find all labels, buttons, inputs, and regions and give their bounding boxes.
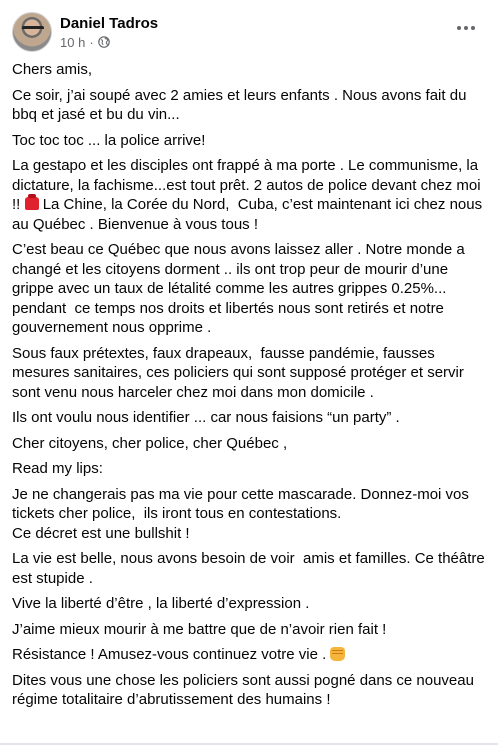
police-light-emoji	[25, 197, 39, 210]
author-avatar[interactable]	[12, 12, 52, 52]
post-paragraph: Ils ont voulu nous identifier ... car nous faisions “un party” .	[12, 409, 400, 426]
post-paragraph: Read my lips:	[12, 460, 103, 477]
post-paragraph: Toc toc toc ... la police arrive!	[12, 131, 206, 149]
separator-dot: ·	[89, 34, 94, 50]
post-paragraph: C’est beau ce Québec que nous avons laissez aller . Notre monde a changé et les citoyens dorment .. ils ont trop peur de mourir d’une grippe avec un taux de létalité comme les autres grippes 0.25%... pendant ce temps nos droits et libertés nous sont retirés et notre gouvernement nous opprime .	[12, 241, 469, 336]
post-header	[12, 12, 158, 52]
more-options-icon[interactable]	[454, 18, 478, 38]
post-paragraph: Chers amis,	[12, 61, 93, 78]
post-paragraph: Ce soir, j’ai soupé avec 2 amies et leurs enfants . Nous avons fait du bbq et jasé et bu du vin...	[12, 86, 471, 123]
avatar-glasses	[22, 26, 44, 35]
more-dot	[471, 26, 475, 30]
author-name[interactable]: Daniel Tadros	[60, 14, 159, 32]
post-paragraph	[12, 645, 488, 665]
post-paragraph: J’aime mieux mourir à me battre que de n’avoir rien fait !	[12, 620, 387, 638]
post-text: Résistance ! Amusez-vous continuez votre vie .	[12, 646, 327, 663]
fist-emoji	[330, 647, 345, 661]
post-paragraph: Dites vous une chose les policiers sont aussi pogné dans ce nouveau régime totalitaire d’abrutissement des humains !	[12, 671, 479, 708]
more-dot	[464, 26, 468, 30]
post-timestamp[interactable]: 10 h	[60, 34, 86, 50]
more-dot	[457, 26, 461, 30]
globe-icon[interactable]	[98, 36, 110, 48]
post-paragraph: Vive la liberté d’être , la liberté d’expression .	[12, 595, 310, 612]
post-text: Ce décret est une bullshit !	[12, 524, 190, 542]
post-body	[12, 60, 488, 716]
post-paragraph	[12, 485, 488, 544]
post-paragraph	[12, 156, 488, 234]
post-paragraph: La vie est belle, nous avons besoin de voir amis et familles. Ce théâtre est stupide .	[12, 550, 489, 587]
post-meta	[60, 14, 158, 51]
post-paragraph: Cher citoyens, cher police, cher Québec ,	[12, 434, 288, 452]
post-text: Je ne changerais pas ma vie pour cette mascarade. Donnez-moi vos tickets cher police, ils iront tous en contestations.	[12, 485, 474, 522]
post-text: La Chine, la Corée du Nord, Cuba, c’est maintenant ici chez nous au Québec . Bienvenue à vous tous !	[12, 196, 487, 233]
post-text: La gestapo et les disciples ont frappé à ma porte . Le communisme, la dictature, la fachisme...est tout prêt. 2 autos de police devant chez moi !!	[12, 157, 485, 213]
post-paragraph: Sous faux prétextes, faux drapeaux, fausse pandémie, fausses mesures sanitaires, ces policiers qui sont supposé protéger et servir sont venu nous harceler chez moi dans mon domicile .	[12, 344, 469, 401]
post-subline	[60, 34, 158, 51]
